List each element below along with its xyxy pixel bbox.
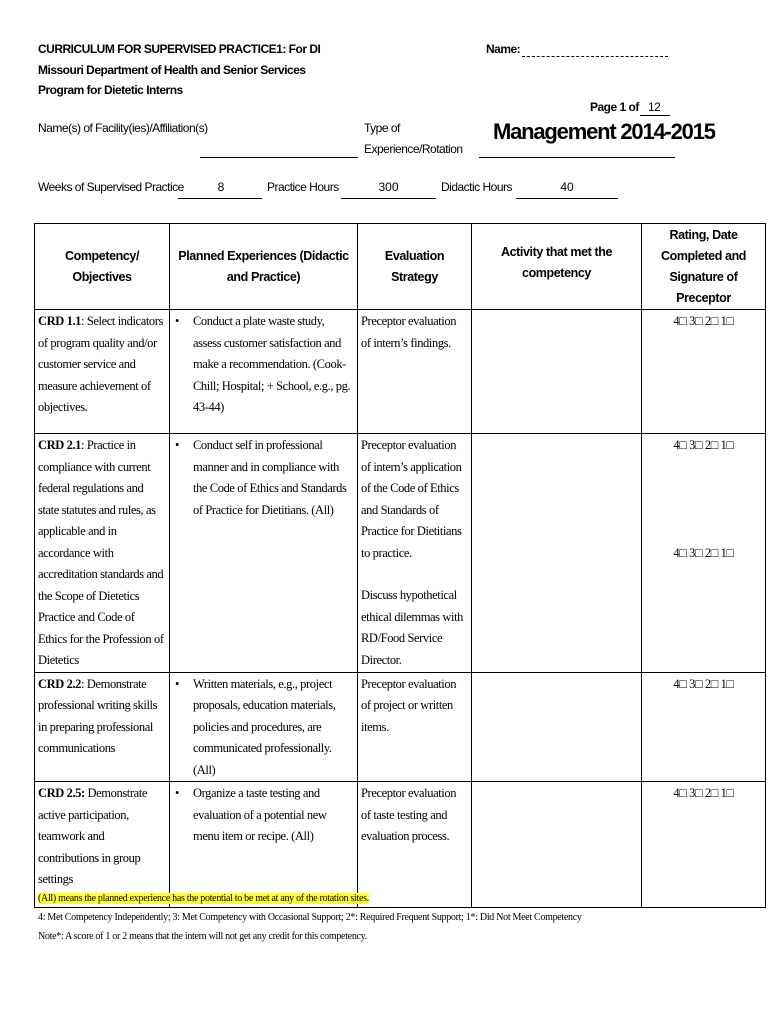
title-suffix: : For DI <box>282 42 321 56</box>
objective-cell <box>35 782 170 908</box>
header-evaluation: Evaluation Strategy <box>358 224 472 310</box>
objective-text: : Demonstrate professional writing skills in preparing professional communications <box>38 676 158 755</box>
header-competency: Competency/ Objectives <box>35 224 170 310</box>
planned-text: Conduct self in professional manner and in compliance with the Code of Ethics and Standards of Practice for Dietitians. (All) <box>193 438 347 517</box>
rotation-underline <box>479 157 675 158</box>
program-name: Program for Dietetic Interns <box>38 83 183 97</box>
bullet: • <box>175 314 179 328</box>
rating-checkboxes[interactable]: 4□ 3□ 2□ 1□ <box>673 786 734 800</box>
bullet: • <box>175 676 179 691</box>
title-text: CURRICULUM FOR SUPERVISED PRACTICE <box>38 42 277 56</box>
evaluation-cell <box>358 782 472 908</box>
objective-cell <box>35 434 170 673</box>
rating-checkboxes-2[interactable]: 4□ 3□ 2□ 1□ <box>673 545 734 560</box>
didactic-hours-value: 40 <box>560 180 574 194</box>
weeks-label: Weeks of Supervised Practice <box>38 180 184 194</box>
type-label-line1: Type of <box>364 121 400 135</box>
title-footnote-mark: 1 <box>276 42 283 56</box>
rotation-title: Management 2014-2015 <box>493 119 715 144</box>
rating-checkboxes[interactable]: 4□ 3□ 2□ 1□ <box>673 314 734 328</box>
competency-code: CRD 2.5: <box>38 786 85 800</box>
planned-cell <box>170 310 358 434</box>
footnote-all <box>38 893 369 904</box>
rating-checkboxes[interactable]: 4□ 3□ 2□ 1□ <box>673 438 734 452</box>
facility-field[interactable] <box>200 157 358 158</box>
planned-cell <box>170 434 358 673</box>
header-planned: Planned Experiences (Didactic and Practice) <box>170 224 358 310</box>
name-field[interactable] <box>522 56 668 57</box>
header-activity: Activity that met the competency <box>472 224 642 310</box>
footnote-all-text: (All) means the planned experience has the potential to be met at any of the rotation sites. <box>38 893 369 904</box>
rating-cell <box>642 434 766 673</box>
curriculum-table <box>34 223 766 908</box>
objective-cell <box>35 310 170 434</box>
competency-code: CRD 1.1 <box>38 314 82 328</box>
rating-cell <box>642 672 766 782</box>
didactic-hours-underline <box>516 198 618 199</box>
activity-cell[interactable] <box>472 782 642 908</box>
table-row <box>35 672 766 782</box>
competency-code: CRD 2.2 <box>38 676 82 691</box>
objective-text: Demonstrate active participation, teamwork and contributions in group settings <box>38 786 147 886</box>
evaluation-cell <box>358 672 472 782</box>
planned-cell <box>170 782 358 908</box>
document-title <box>38 42 320 56</box>
evaluation-cell <box>358 434 472 673</box>
page-label: Page 1 of <box>590 100 639 114</box>
table-row <box>35 782 766 908</box>
objective-text: : Practice in compliance with current federal regulations and state statutes and rules, as applicable and in accordance with accreditation standards and the Scope of Dietetics Practice and Code of Ethics for the Profession of Dietetics <box>38 438 164 667</box>
bullet: • <box>175 438 179 452</box>
evaluation-text: Preceptor evaluation of intern’s findings. <box>361 314 457 350</box>
department-name: Missouri Department of Health and Senior Services <box>38 63 306 77</box>
practice-hours-value: 300 <box>378 180 399 194</box>
type-label-line2: Experience/Rotation <box>364 142 463 156</box>
score-note: Note*: A score of 1 or 2 means that the intern will not get any credit for this competency. <box>38 931 367 942</box>
weeks-underline <box>178 198 262 199</box>
activity-cell[interactable] <box>472 672 642 782</box>
table-row <box>35 310 766 434</box>
activity-cell[interactable] <box>472 434 642 673</box>
name-label: Name: <box>486 42 521 56</box>
evaluation-cell <box>358 310 472 434</box>
rating-legend: 4: Met Competency Independently; 3: Met Competency with Occasional Support; 2*: Required Frequent Support; 1*: Did Not Meet Competency <box>38 912 582 923</box>
rating-cell <box>642 782 766 908</box>
planned-cell <box>170 672 358 782</box>
competency-code: CRD 2.1 <box>38 438 82 452</box>
evaluation-text: Preceptor evaluation of taste testing and evaluation process. <box>361 786 457 843</box>
rating-cell <box>642 310 766 434</box>
rating-checkboxes[interactable]: 4□ 3□ 2□ 1□ <box>673 676 734 691</box>
objective-text: : Select indicators of program quality and/or customer service and measure achievement of objectives. <box>38 314 164 414</box>
header-rating: Rating, Date Completed and Signature of Preceptor <box>642 224 766 310</box>
practice-hours-label: Practice Hours <box>267 180 339 194</box>
activity-cell[interactable] <box>472 310 642 434</box>
didactic-hours-label: Didactic Hours <box>441 180 513 194</box>
weeks-value: 8 <box>217 180 225 194</box>
planned-text: Conduct a plate waste study, assess customer satisfaction and make a recommendation. (Cook-Chill; Hospital; + School, e.g., pg. 43-44) <box>193 314 351 414</box>
page-total-underline <box>640 115 670 116</box>
objective-cell <box>35 672 170 782</box>
practice-hours-underline <box>341 198 436 199</box>
table-row <box>35 434 766 673</box>
page-total: 12 <box>648 100 661 114</box>
facility-label: Name(s) of Facility(ies)/Affiliation(s) <box>38 121 208 135</box>
table-header-row <box>35 224 766 310</box>
evaluation-text-2: Discuss hypothetical ethical dilemmas with RD/Food Service Director. <box>361 588 463 667</box>
bullet: • <box>175 786 179 800</box>
evaluation-text: Preceptor evaluation of project or written items. <box>361 676 457 734</box>
planned-text: Organize a taste testing and evaluation of a potential new menu item or recipe. (All) <box>193 786 327 843</box>
planned-text: Written materials, e.g., project proposals, education materials, policies and procedures, are communicated professionally. (All) <box>193 676 336 777</box>
evaluation-text: Preceptor evaluation of intern’s application of the Code of Ethics and Standards of Practice for Dietitians to practice. <box>361 438 462 560</box>
